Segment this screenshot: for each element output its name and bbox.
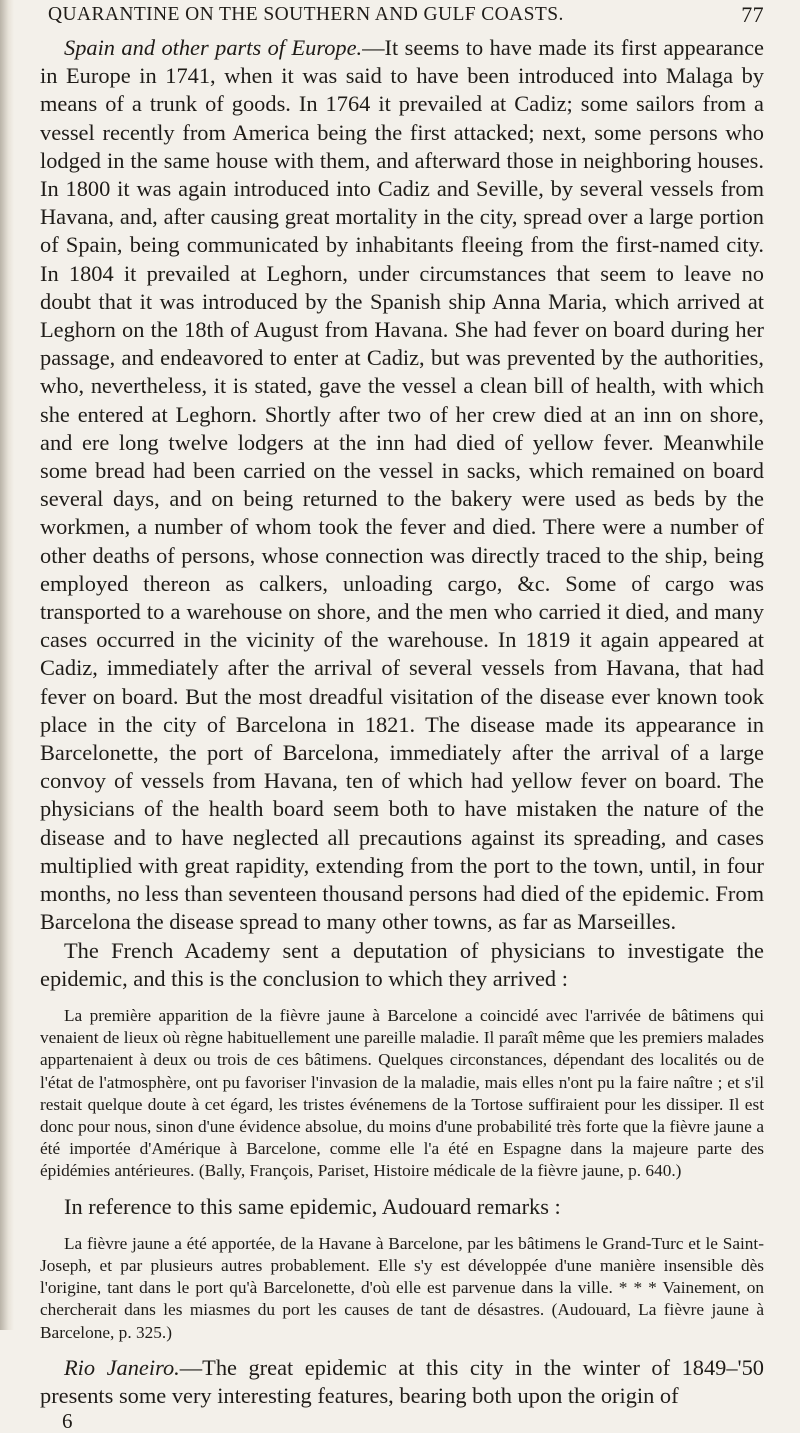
block-quote-audouard: La fièvre jaune a été apportée, de la Havane à Barcelone, par les bâtimens le Grand-Turc et le Saint-Joseph, et par plusieurs autres probablement. Elle s'y est développée d'une manière insensible dès l'origine, tant dans le port qu'à Barcelonette, d'où elle est parvenue dans la ville. * * * Vainement, on chercherait dans les miasmes du port les causes de tant de désastres. (Audouard, La fièvre jaune à Barcelone, p. 325.) [40, 1233, 764, 1342]
running-head [40, 0, 764, 34]
paragraph-audouard: In reference to this same epidemic, Audouard remarks : [64, 1193, 561, 1219]
block-quote-french-academy: La première apparition de la fièvre jaune à Barcelone a coincidé avec l'arrivée de bâtimens qui venaient de lieux où règne habituellement une pareille maladie. Il paraît même que les premiers malades appartenaient à deux ou trois de ces bâtimens. Quelques circonstances, dépendant des localités ou de l'état de l'atmosphère, ont pu favoriser l'invasion de la maladie, mais elles n'ont pu la faire naître ; et s'il restait quelque doute à cet égard, les tristes événemens de la Tortose suffiraient pour les dissiper. Il est donc pour nous, sinon d'une évidence absolue, du moins d'une probabilité très forte que la fièvre jaune a été importée d'Amérique à Barcelone, comme elle l'a été en Espagne dans la majeure parte des épidémies antérieures. (Bally, François, Pariset, Histoire médicale de la fièvre jaune, p. 640.) [40, 1005, 764, 1181]
signature-mark: 6 [62, 1409, 73, 1433]
paragraph-french-academy: The French Academy sent a deputation of physicians to investigate the epidemic, and this is the conclusion to which they arrived : [40, 937, 764, 991]
running-title: QUARANTINE ON THE SOUTHERN AND GULF COASTS. [48, 4, 564, 25]
paragraph-rio [40, 1354, 764, 1410]
page-number: 77 [741, 2, 764, 27]
paragraph-rio-text: —The great epidemic at this city in the winter of 1849–'50 presents some very interesting features, bearing both upon the origin of [40, 1354, 764, 1408]
section-lead-spain: Spain and other parts of Europe. [64, 35, 363, 60]
page-gutter-shadow [0, 0, 14, 1330]
section-lead-rio: Rio Janeiro. [64, 1354, 180, 1380]
paragraph-spain-text: —It seems to have made its first appearance in Europe in 1741, when it was said to have been introduced into Malaga by means of a trunk of goods. In 1764 it prevailed at Cadiz; some sailors from a vessel recently from America being the first attacked; next, some persons who lodged in the same house with them, and afterward those in neighboring houses. In 1800 it was again introduced into Cadiz and Seville, by several vessels from Havana, and, after causing great mortality in the city, spread over a large portion of Spain, being communicated by inhabitants fleeing from the first-named city. In 1804 it prevailed at Leghorn, under circumstances that seem to leave no doubt that it was introduced by the Spanish ship Anna Maria, which arrived at Leghorn on the 18th of August from Havana. She had fever on board during her passage, and endeavored to enter at Cadiz, but was prevented by the authorities, who, nevertheless, it is stated, gave the vessel a clean bill of health, with which she entered at Leghorn. Shortly after two of her crew died at an inn on shore, and ere long twelve lodgers at the inn had died of yellow fever. Meanwhile some bread had been carried on the vessel in sacks, which remained on board several days, and on being returned to the bakery were used as beds by the workmen, a number of whom took the fever and died. There were a number of other deaths of persons, whose connection was directly traced to the ship, being employed thereon as calkers, unloading cargo, &c. Some of cargo was transported to a warehouse on shore, and the men who carried it died, and many cases occurred in the vicinity of the warehouse. In 1819 it again appeared at Cadiz, immediately after the arrival of several vessels from Havana, that had fever on board. But the most dreadful visitation of the disease ever known took place in the city of Barcelona in 1821. The disease made its appearance in Barcelonette, the port of Barcelona, immediately after the arrival of a large convoy of vessels from Havana, ten of which had yellow fever on board. The physicians of the health board seem both to have mistaken the nature of the disease and to have neglected all precautions against its spreading, and cases multiplied with great rapidity, extending from the port to the town, until, in four months, no less than seventeen thousand persons had died of the epidemic. From Barcelona the disease spread to many other towns, as far as Marseilles. [40, 35, 764, 935]
paragraph-spain [40, 34, 764, 937]
